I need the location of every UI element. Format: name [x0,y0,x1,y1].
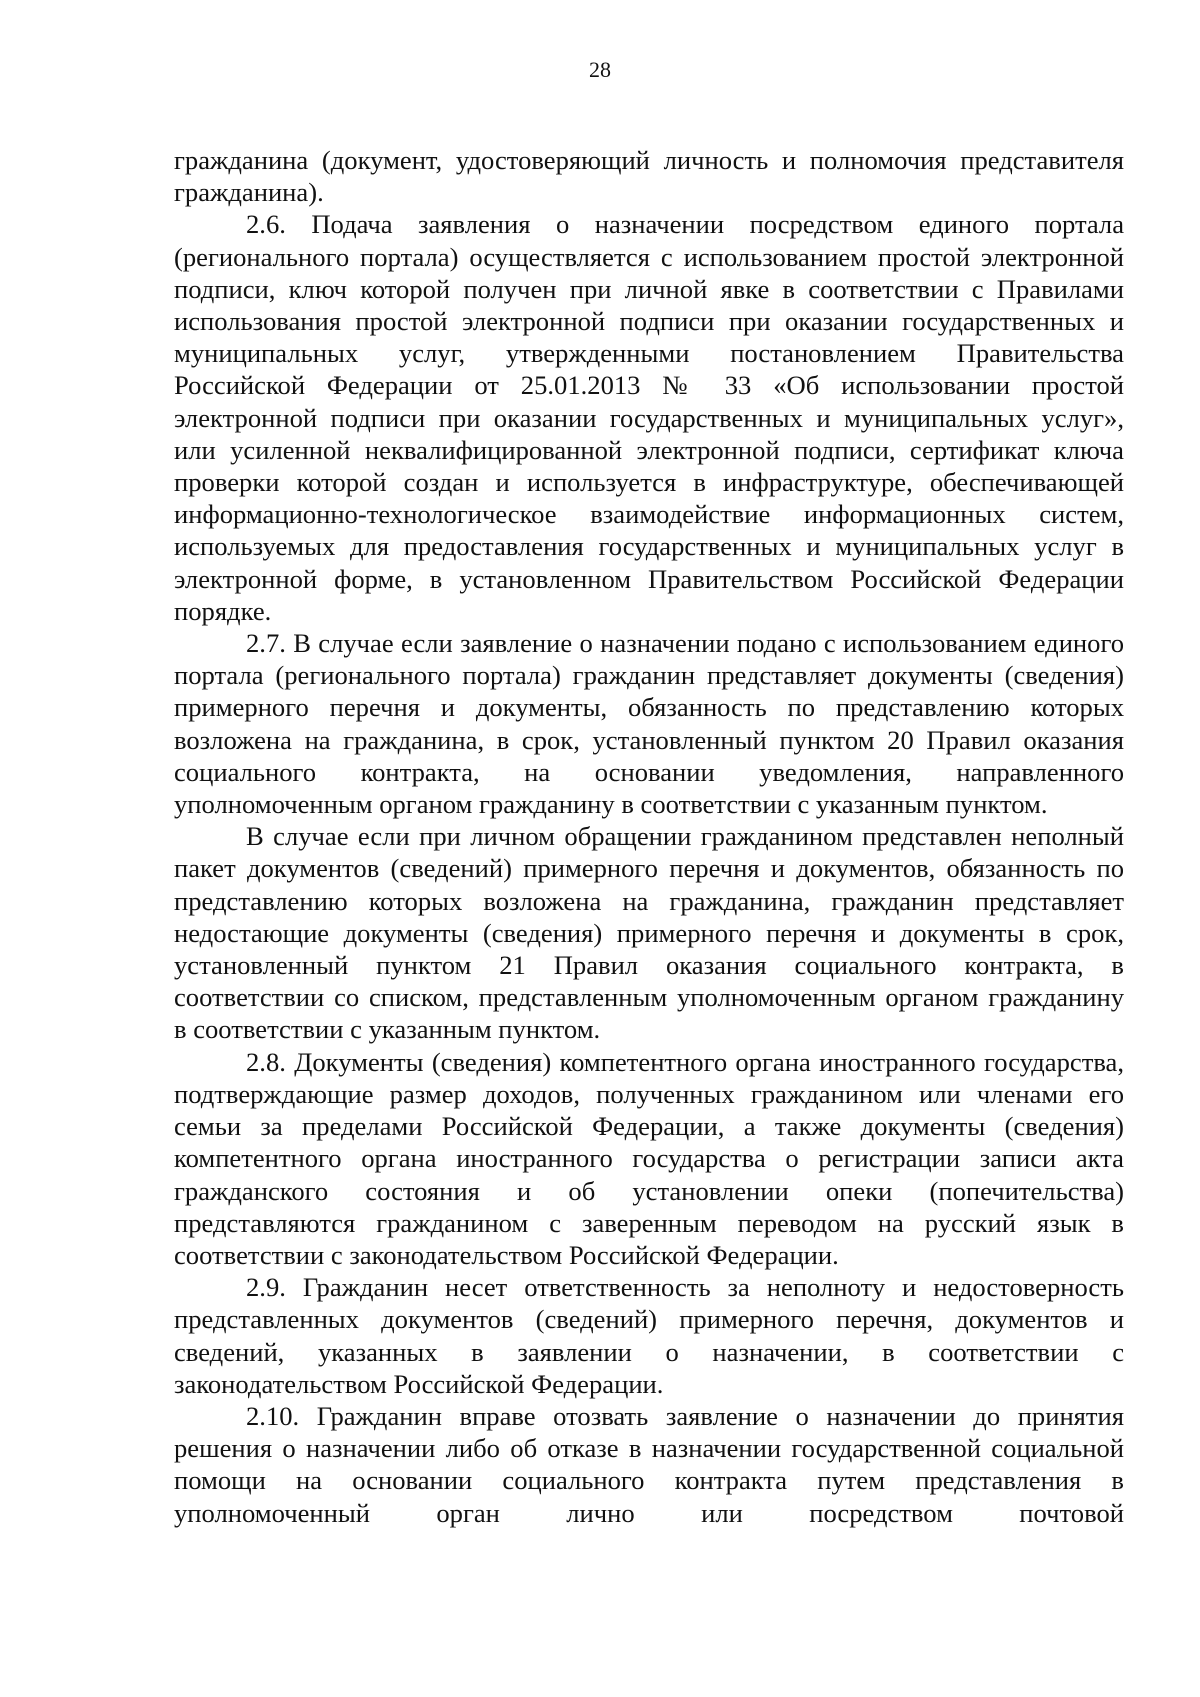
paragraph-2-10: 2.10. Гражданин вправе отозвать заявление о назначении до принятия решения о назначении либо об отказе в назначении государственной социальной помощи на основании социального контракта путем представления в уполномоченный орган лично или посредством почтовой [174,1400,1124,1528]
document-body [174,144,1124,1529]
page-number: 28 [589,57,611,82]
paragraph-2-7: 2.7. В случае если заявление о назначении подано с использованием единого портала (регионального портала) гражданин представляет документы (сведения) примерного перечня и документы, обязанность по представлению которых возложена на гражданина, в срок, установленный пунктом 20 Правил оказания социального контракта, на основании уведомления, направленного уполномоченным органом гражданину в соответствии с указанным пунктом. [174,628,1124,820]
paragraph-continuation: гражданина (документ, удостоверяющий личность и полномочия представителя гражданина). [174,145,1124,208]
paragraph-2-7-second: В случае если при личном обращении гражданином представлен неполный пакет документов (сведений) примерного перечня и документов, обязанность по представлению которых возложена на гражданина, гражданин представляет недостающие документы (сведения) примерного перечня и документы в срок, установленный пунктом 21 Правил оказания социального контракта, в соответствии со списком, представленным уполномоченным органом гражданину в соответствии с указанным пунктом. [174,821,1124,1045]
paragraph-2-9: 2.9. Гражданин несет ответственность за неполноту и недостоверность представленных документов (сведений) примерного перечня, документов и сведений, указанных в заявлении о назначении, в соответствии с законодательством Российской Федерации. [174,1272,1124,1399]
paragraph-2-6: 2.6. Подача заявления о назначении посредством единого портала (регионального портала) осуществляется с использованием простой электронной подписи, ключ которой получен при личной явке в соответствии с Правилами использования простой электронной подписи при оказании государственных и муниципальных услуг, утвержденными постановлением Правительства Российской Федерации от 25.01.2013 № 33 «Об использовании простой электронной подписи при оказании государственных и муниципальных услуг», или усиленной неквалифицированной электронной подписи, сертификат ключа проверки которой создан и используется в инфраструктуре, обеспечивающей информационно-технологическое взаимодействие информационных систем, используемых для предоставления государственных и муниципальных услуг в электронной форме, в установленном Правительством Российской Федерации порядке. [174,209,1124,626]
paragraph-2-8: 2.8. Документы (сведения) компетентного органа иностранного государства, подтверждающие размер доходов, полученных гражданином или членами его семьи за пределами Российской Федерации, а также документы (сведения) компетентного органа иностранного государства о регистрации записи акта гражданского состояния и об установлении опеки (попечительства) представляются гражданином с заверенным переводом на русский язык в соответствии с законодательством Российской Федерации. [174,1046,1124,1270]
